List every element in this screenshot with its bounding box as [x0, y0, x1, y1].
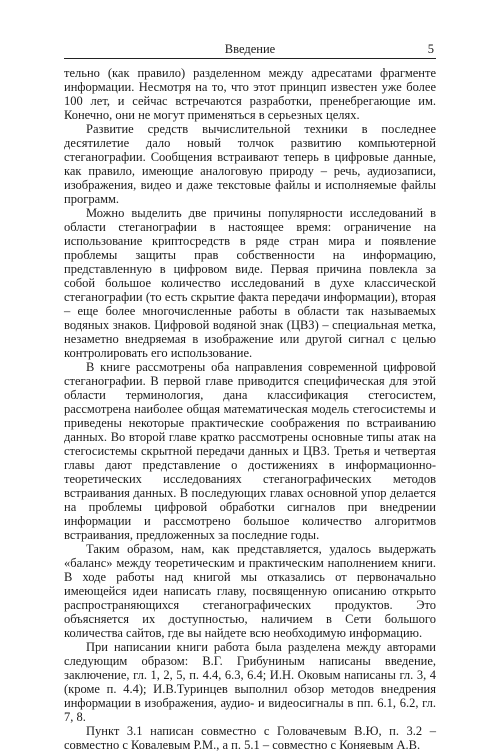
paragraph: В книге рассмотрены оба направления современной цифровой стеганографии. В первой главе приводится специфическая для этой области терминология, дана классификация стегосистем, рассмотрена наиболее общая математическая модель стегосистемы и приведены некоторые практические соображения по встраиванию данных. Во второй главе кратко рассмотрены основные типы атак на стегосистемы скрытной передачи данных и ЦВЗ. Третья и четвертая главы дают представление о достижениях в информационно-теоретических исследованиях стеганографических методов встраивания данных. В последующих главах основной упор делается на проблемы цифровой обработки сигналов при внедрении информации и рассмотрено большое количество алгоритмов встраивания, предложенных за последние годы. [64, 360, 436, 542]
paragraph: Пункт 3.1 написан совместно с Головачевым В.Ю, п. 3.2 – совместно с Ковалевым Р.М., а п. 5.1 – совместно с Коняевым А.В. [64, 724, 436, 752]
paragraph: При написании книги работа была разделена между авторами следующим образом: В.Г. Грибуниным написаны введение, заключение, гл. 1, 2, 5, п. 4.4, 6.3, 6.4; И.Н. Оковым написаны гл. 3, 4 (кроме п. 4.4); И.В.Туринцев выполнил обзор методов внедрения информации в изображения, аудио- и видеосигналы в пп. 6.1, 6.2, гл. 7, 8. [64, 640, 436, 724]
paragraph: Таким образом, нам, как представляется, удалось выдержать «баланс» между теоретическим и практическим наполнением книги. В ходе работы над книгой мы отказались от первоначально имеющейся идеи написать главу, посвященную описанию открыто распространяющихся стеганографических продуктов. Это объясняется их доступностью, наличием в Сети большого количества сайтов, где вы найдете всю необходимую информацию. [64, 542, 436, 640]
body-text [64, 66, 436, 752]
paragraph: Можно выделить две причины популярности исследований в области стеганографии в настоящее время: ограничение на использование криптосредств в ряде стран мира и появление проблемы защиты прав собственности на информацию, представленную в цифровом виде. Первая причина повлекла за собой большое количество исследований в духе классической стеганографии (то есть скрытие факта передачи информации), вторая – еще более многочисленные работы в области так называемых водяных знаков. Цифровой водяной знак (ЦВЗ) – специальная метка, незаметно внедряемая в изображение или другой сигнал с целью контролировать его использование. [64, 206, 436, 360]
paragraph: тельно (как правило) разделенном между адресатами фрагменте информации. Несмотря на то, что этот принцип известен уже более 100 лет, и сейчас встречаются разработки, пренебрегающие им. Конечно, они не могут применяться в серьезных целях. [64, 66, 436, 122]
page-number: 5 [427, 42, 434, 56]
running-header [64, 42, 436, 59]
chapter-title: Введение [224, 42, 276, 56]
paragraph: Развитие средств вычислительной техники в последнее десятилетие дало новый толчок развитию компьютерной стеганографии. Сообщения встраивают теперь в цифровые данные, как правило, имеющие аналоговую природу – речь, аудиозаписи, изображения, видео и даже текстовые файлы и исполняемые файлы программ. [64, 122, 436, 206]
